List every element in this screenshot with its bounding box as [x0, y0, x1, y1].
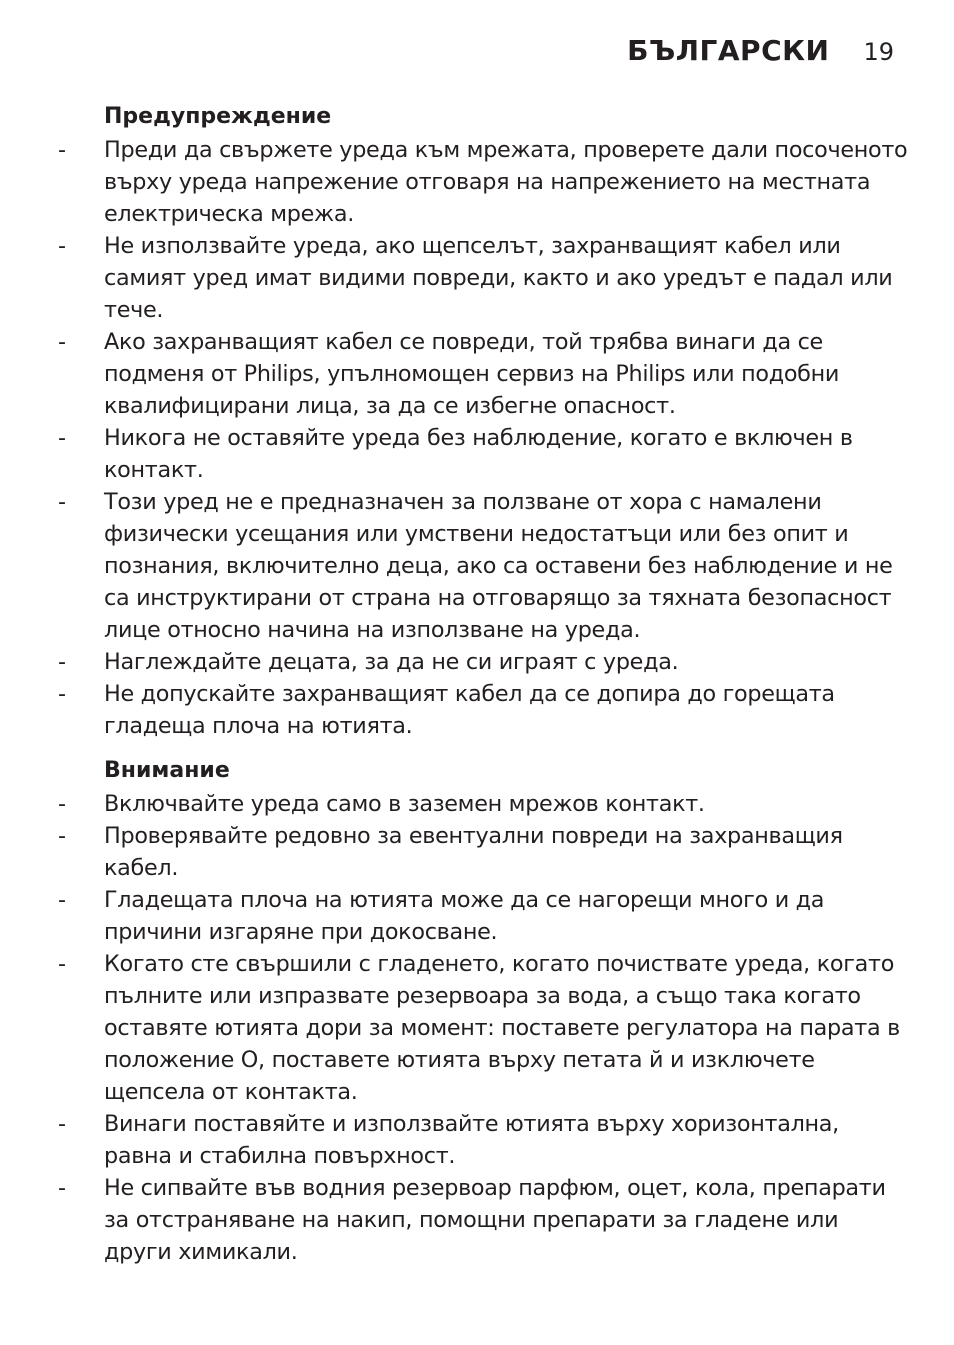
list-item — [56, 486, 908, 646]
list-item — [56, 820, 908, 884]
list-item — [56, 1172, 908, 1268]
list-item-text: Никога не оставяйте уреда без наблюдение, когато е включен в контакт. — [104, 425, 853, 483]
list-item-text: Преди да свържете уреда към мрежата, проверете дали посоченото върху уреда напрежение отговаря на напрежението на местната електрическа мрежа. — [104, 137, 908, 227]
bullet-dash: - — [58, 823, 66, 849]
list-item-text: Гладещата плоча на ютията може да се нагорещи много и да причини изгаряне при докосване. — [104, 887, 825, 945]
list-item — [56, 646, 908, 678]
warning-section — [56, 100, 908, 742]
list-item-text: Проверявайте редовно за евентуални повреди на захранващия кабел. — [104, 823, 843, 881]
list-item — [56, 678, 908, 742]
bullet-dash: - — [58, 489, 66, 515]
list-item-text: Този уред не е предназначен за ползване от хора с намалени физически усещания или умствени недостатъци или без опит и познания, включително деца, ако са оставени без наблюдение и не са инструктирани от страна на отговарящо за тяхната безопасност лице относно начина на използване на уреда. — [104, 489, 893, 643]
bullet-dash: - — [58, 425, 66, 451]
list-item-text: Винаги поставяйте и използвайте ютията върху хоризонтална, равна и стабилна повърхност. — [104, 1111, 839, 1169]
list-item — [56, 884, 908, 948]
section-title: Внимание — [104, 758, 230, 783]
list-item-text: Когато сте свършили с гладенето, когато почиствате уреда, когато пълните или изпразвате резервоара за вода, а също така когато оставяте ютията дори за момент: поставете регулатора на парата в положение O, поставете ютията върху петата й и изключете щепсела от контакта. — [104, 951, 900, 1105]
bullet-dash: - — [58, 1175, 66, 1201]
list-item — [56, 422, 908, 486]
bullet-dash: - — [58, 951, 66, 977]
page-number: 19 — [863, 38, 894, 66]
document-body — [56, 100, 908, 1280]
bullet-dash: - — [58, 649, 66, 675]
list-item — [56, 1108, 908, 1172]
page-header — [627, 34, 894, 67]
bullet-dash: - — [58, 233, 66, 259]
list-item-text: Ако захранващият кабел се повреди, той трябва винаги да се подменя от Philips, упълномощен сервиз на Philips или подобни квалифицирани лица, за да се избегне опасност. — [104, 329, 840, 419]
list-item-text: Не допускайте захранващият кабел да се допира до горещата гладеща плоча на ютията. — [104, 681, 835, 739]
bullet-dash: - — [58, 791, 66, 817]
language-title: БЪЛГАРСКИ — [627, 34, 830, 67]
section-title: Предупреждение — [104, 104, 332, 129]
bullet-dash: - — [58, 887, 66, 913]
list-item — [56, 134, 908, 230]
list-item — [56, 948, 908, 1108]
bullet-list — [56, 134, 908, 742]
bullet-dash: - — [58, 1111, 66, 1137]
bullet-list — [56, 788, 908, 1268]
bullet-dash: - — [58, 329, 66, 355]
list-item-text: Не използвайте уреда, ако щепселът, захранващият кабел или самият уред имат видими повреди, както и ако уредът е падал или тече. — [104, 233, 893, 323]
list-item — [56, 326, 908, 422]
list-item — [56, 788, 908, 820]
bullet-dash: - — [58, 681, 66, 707]
list-item — [56, 230, 908, 326]
list-item-text: Включвайте уреда само в заземен мрежов контакт. — [104, 791, 705, 817]
list-item-text: Не сипвайте във водния резервоар парфюм, оцет, кола, препарати за отстраняване на накип, помощни препарати за гладене или други химикали. — [104, 1175, 886, 1265]
caution-section — [56, 754, 908, 1268]
bullet-dash: - — [58, 137, 66, 163]
list-item-text: Наглеждайте децата, за да не си играят с уреда. — [104, 649, 679, 675]
